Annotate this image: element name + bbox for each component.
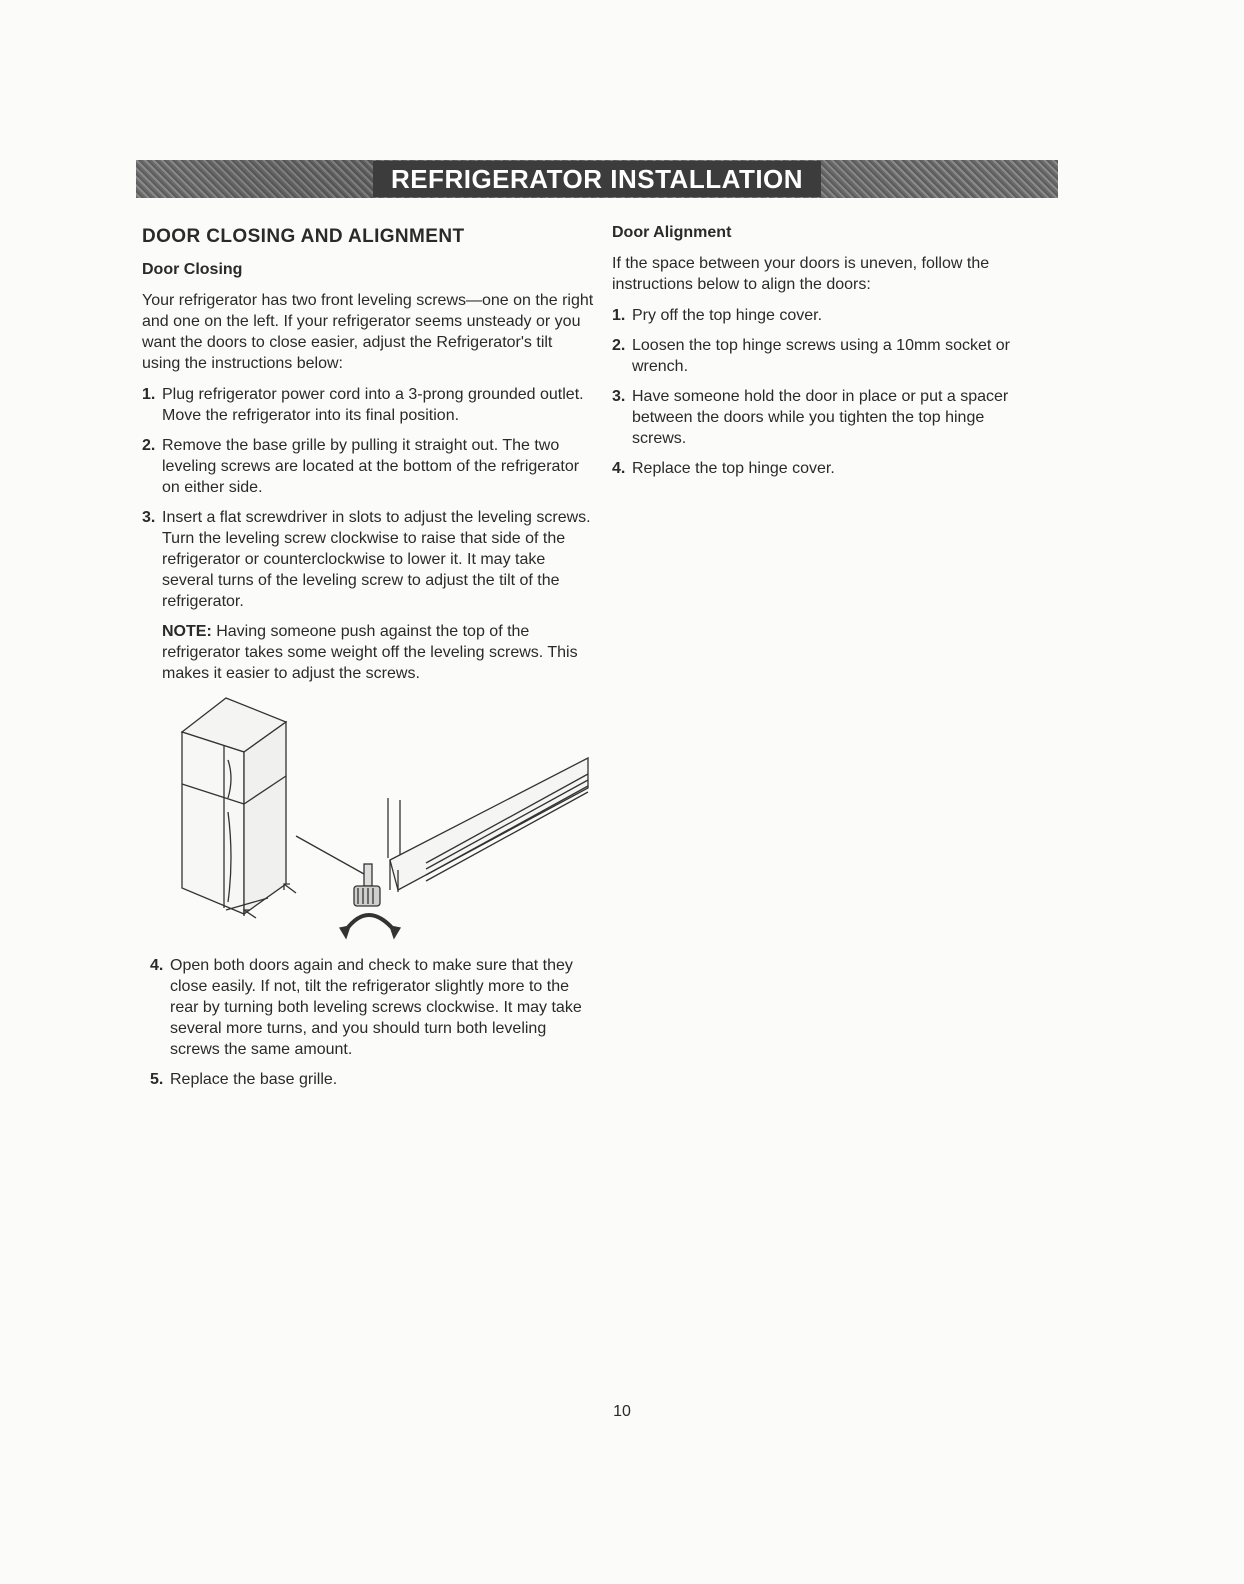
step-number: 3. — [142, 509, 156, 526]
section-banner — [136, 160, 1058, 198]
door-alignment-step-1 — [612, 305, 1042, 326]
door-closing-step-5 — [150, 1069, 590, 1090]
step-number: 1. — [612, 307, 626, 324]
step-number: 5. — [150, 1071, 164, 1088]
step-number: 1. — [142, 386, 156, 403]
step-number: 4. — [150, 957, 164, 974]
step-text: Have someone hold the door in place or put a spacer between the doors while you tighten the top hinge screws. — [632, 388, 1009, 447]
step-number: 2. — [142, 437, 156, 454]
refrigerator-drawing — [182, 698, 286, 914]
step-text: Open both doors again and check to make sure that they close easily. If not, tilt the refrigerator slightly more to the rear by turning both leveling screws clockwise. It may take several more turns, and you should turn both leveling screws the same amount. — [170, 957, 582, 1058]
step-text: Insert a flat screwdriver in slots to adjust the leveling screws. Turn the leveling screw clockwise to raise that side of the refrigerator or counterclockwise to lower it. It may take several turns of the leveling screw to adjust the tilt of the refrigerator. — [162, 509, 591, 610]
step-number: 4. — [612, 460, 626, 477]
door-closing-step-3 — [142, 507, 594, 612]
base-grille-drawing — [388, 758, 588, 892]
step-text: Remove the base grille by pulling it straight out. The two leveling screws are located at the bottom of the refrigerator on either side. — [162, 437, 580, 496]
door-alignment-heading: Door Alignment — [612, 224, 732, 241]
step-number: 3. — [612, 388, 626, 405]
door-alignment-step-3 — [612, 386, 1042, 449]
rotation-arrow-icon — [340, 915, 400, 938]
lower-steps — [150, 955, 590, 1099]
door-alignment-step-2 — [612, 335, 1042, 377]
right-column — [612, 222, 1042, 488]
note-label: NOTE: — [162, 623, 212, 640]
leveling-screw-illustration — [168, 688, 598, 948]
page-number: 10 — [613, 1403, 631, 1420]
section-title: REFRIGERATOR INSTALLATION — [373, 161, 821, 197]
door-closing-step-2 — [142, 435, 594, 498]
step-text: Replace the top hinge cover. — [632, 460, 835, 477]
door-closing-intro: Your refrigerator has two front leveling screws—one on the right and one on the left. If your refrigerator seems unsteady or you want the doors to close easier, adjust the Refrigerator's tilt using the instructions below: — [142, 292, 594, 372]
left-column — [142, 222, 594, 684]
door-alignment-intro: If the space between your doors is uneven, follow the instructions below to align the doors: — [612, 255, 990, 293]
note-text: Having someone push against the top of the refrigerator takes some weight off the leveling screws. This makes it easier to adjust the screws. — [162, 623, 578, 682]
step-text: Loosen the top hinge screws using a 10mm socket or wrench. — [632, 337, 1010, 375]
step-text: Plug refrigerator power cord into a 3-prong grounded outlet. Move the refrigerator into its final position. — [162, 386, 584, 424]
note — [162, 621, 594, 684]
door-closing-heading: Door Closing — [142, 261, 243, 278]
step-text: Replace the base grille. — [170, 1071, 338, 1088]
door-closing-step-1 — [142, 384, 594, 426]
step-number: 2. — [612, 337, 626, 354]
door-alignment-step-4 — [612, 458, 1042, 479]
step-text: Pry off the top hinge cover. — [632, 307, 823, 324]
main-heading: DOOR CLOSING AND ALIGNMENT — [142, 226, 465, 247]
door-closing-step-4 — [150, 955, 590, 1060]
